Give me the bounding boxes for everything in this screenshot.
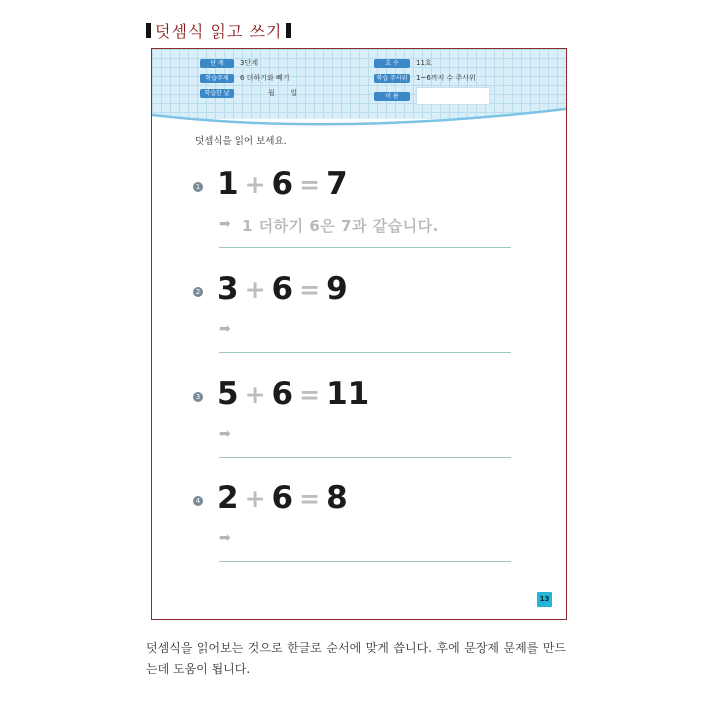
worksheet-page	[151, 48, 567, 620]
addend-b: 6	[271, 271, 294, 307]
sum: 8	[326, 480, 348, 516]
addend-a: 2	[217, 480, 239, 516]
sum: 11	[326, 376, 370, 412]
sum: 9	[326, 271, 348, 307]
dice-value: 1~6까지 수 주사위	[416, 74, 476, 82]
arrow-icon: ➡	[219, 530, 231, 546]
problem-3	[192, 376, 532, 461]
problem-1	[192, 166, 532, 251]
equals-sign: =	[299, 483, 321, 513]
header-wave-decoration	[152, 105, 566, 135]
equation	[217, 271, 348, 307]
name-field[interactable]	[416, 87, 490, 105]
arrow-icon: ➡	[219, 321, 231, 337]
instruction-text: 덧셈식을 읽어 보세요.	[195, 136, 287, 147]
topic-value: 6 더하기와 빼기	[240, 74, 290, 82]
answer-line[interactable]	[219, 457, 511, 458]
header-row-name	[374, 88, 490, 105]
equation	[217, 166, 348, 202]
header-row-dice	[374, 73, 476, 83]
topic-label: 학습주제	[200, 74, 234, 83]
plus-sign: +	[244, 379, 266, 409]
header-row-level	[200, 58, 258, 68]
title-left-bar	[146, 23, 151, 38]
equals-sign: =	[299, 169, 321, 199]
sum: 7	[326, 166, 348, 202]
problem-4	[192, 480, 532, 565]
equals-sign: =	[299, 379, 321, 409]
equals-sign: =	[299, 274, 321, 304]
addend-a: 5	[217, 376, 239, 412]
date-value: 월 일	[268, 89, 298, 97]
problem-number-badge: 1	[193, 182, 203, 192]
section-title	[146, 19, 291, 41]
addend-b: 6	[271, 376, 294, 412]
caption-text: 덧셈식을 읽어보는 것으로 한글로 순서에 맞게 씁니다. 후에 문장제 문제를 만드는데 도움이 됩니다.	[146, 641, 566, 676]
answer-line	[219, 247, 511, 248]
plus-sign: +	[244, 169, 266, 199]
addend-a: 1	[217, 166, 239, 202]
answer-line[interactable]	[219, 352, 511, 353]
issue-label: 호 수	[374, 59, 410, 68]
answer-text: 1 더하기 6은 7과 같습니다.	[242, 217, 439, 235]
problem-number-badge: 4	[193, 496, 203, 506]
plus-sign: +	[244, 274, 266, 304]
issue-value: 11호	[416, 59, 432, 67]
title-right-bar	[286, 23, 291, 38]
problem-2	[192, 271, 532, 356]
date-label: 학습한 날	[200, 89, 234, 98]
arrow-icon: ➡	[219, 426, 231, 442]
equation	[217, 480, 348, 516]
equation	[217, 376, 369, 412]
dice-label: 학습 주사위	[374, 74, 410, 83]
level-value: 3단계	[240, 59, 258, 67]
section-title-text: 덧셈식 읽고 쓰기	[155, 21, 283, 41]
addend-b: 6	[271, 480, 294, 516]
header-row-topic	[200, 73, 289, 83]
header-row-issue	[374, 58, 432, 68]
name-label: 이 름	[374, 92, 410, 101]
arrow-icon: ➡	[219, 216, 231, 232]
addend-a: 3	[217, 271, 239, 307]
addend-b: 6	[271, 166, 294, 202]
level-label: 단 계	[200, 59, 234, 68]
header-row-date	[200, 88, 297, 98]
problem-number-badge: 2	[193, 287, 203, 297]
page-number-badge: 13	[537, 592, 552, 607]
plus-sign: +	[244, 483, 266, 513]
problem-number-badge: 3	[193, 392, 203, 402]
answer-line[interactable]	[219, 561, 511, 562]
